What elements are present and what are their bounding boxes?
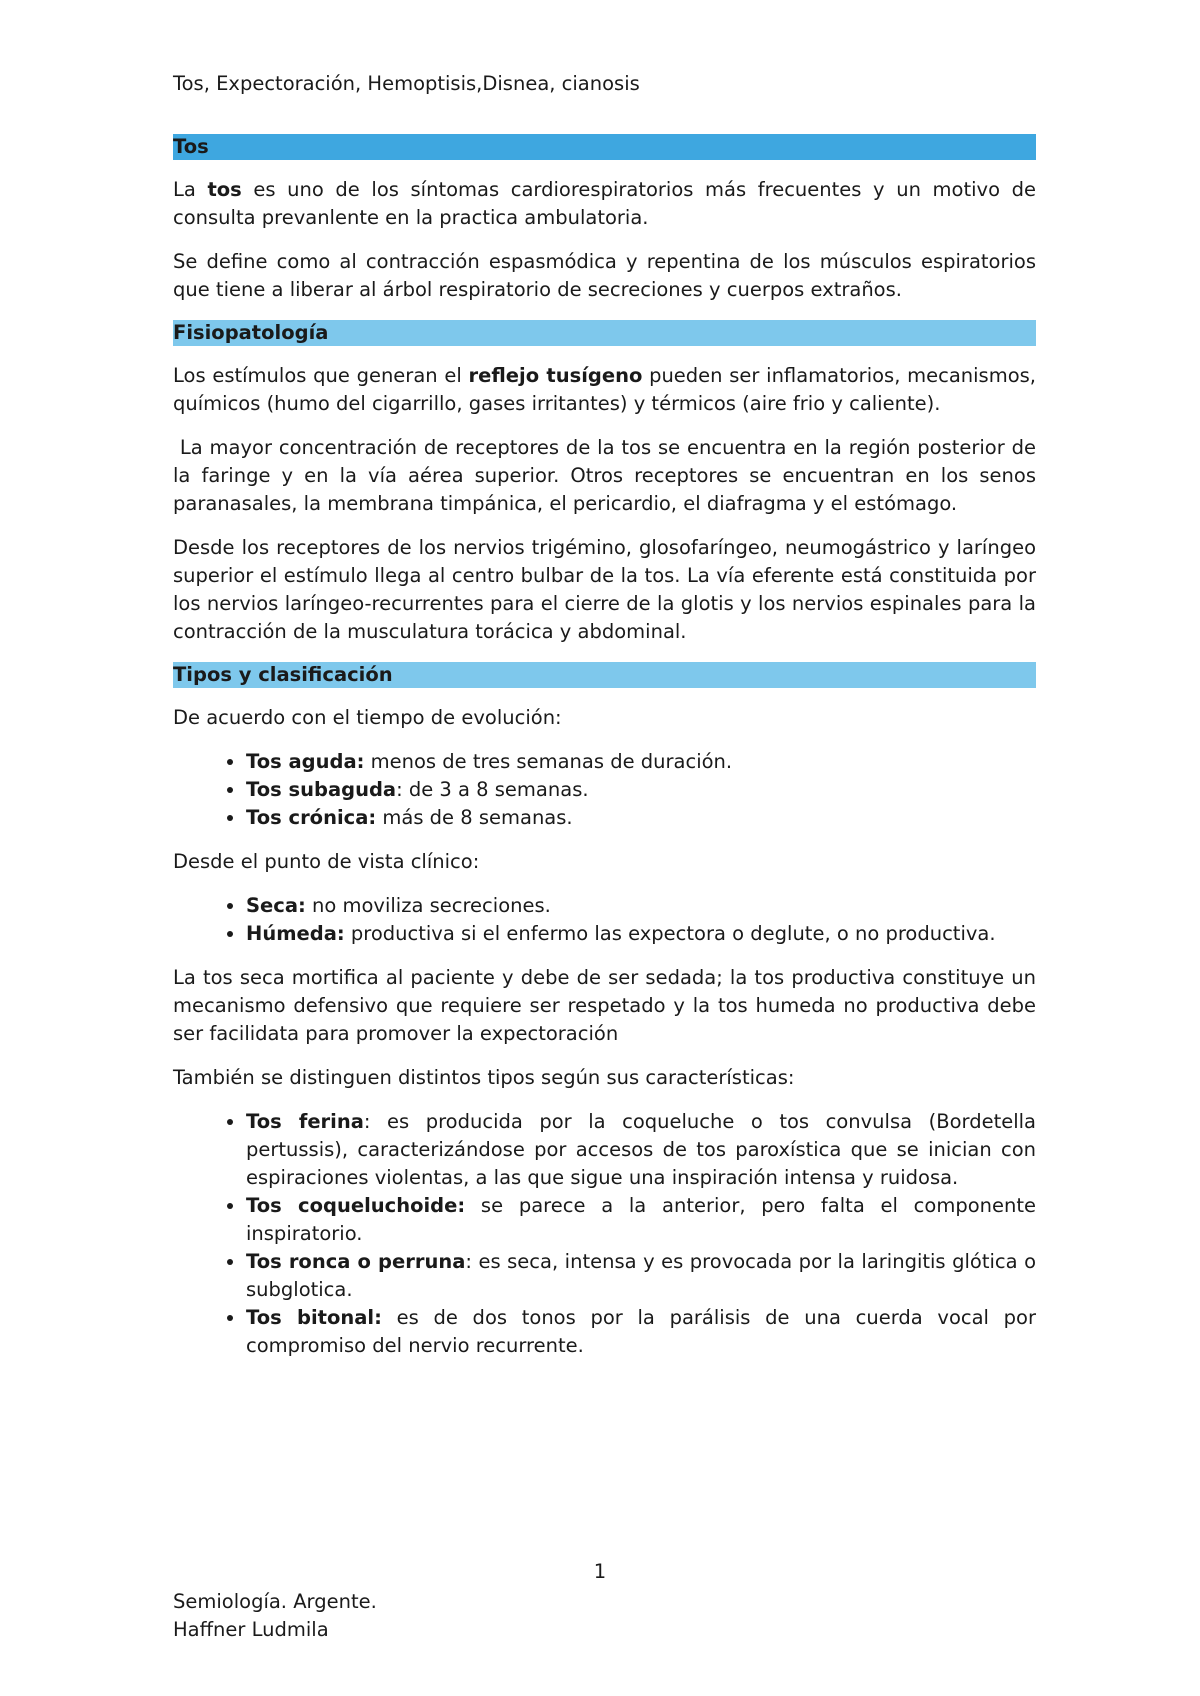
list-item: • Tos subaguda: de 3 a 8 semanas.: [246, 776, 1036, 804]
section-heading-fisiopatologia: Fisiopatología: [173, 320, 1036, 346]
document-body: [173, 70, 1043, 1376]
section-heading-tipos: Tipos y clasificación: [173, 662, 1036, 688]
list-item: • Tos crónica: más de 8 semanas.: [246, 804, 1036, 832]
list-item: • Tos bitonal: es de dos tonos por la parálisis de una cuerda vocal por compromiso del nervio recurrente.: [246, 1304, 1036, 1360]
paragraph: Desde el punto de vista clínico:: [173, 850, 480, 873]
page-footer: [173, 1560, 377, 1644]
list-item: • Tos coqueluchoide: se parece a la anterior, pero falta el componente inspiratorio.: [246, 1192, 1036, 1248]
paragraph: La tos seca mortifica al paciente y debe de ser sedada; la tos productiva constituye un mecanismo defensivo que requiere ser respetado y la tos humeda no productiva debe ser facilidata para promover la expectoración: [173, 966, 1036, 1045]
document-title: Tos, Expectoración, Hemoptisis,Disnea, cianosis: [173, 72, 640, 95]
paragraph: Desde los receptores de los nervios trigémino, glosofaríngeo, neumogástrico y laríngeo superior el estímulo llega al centro bulbar de la tos. La vía eferente está constituida por los nervios laríngeo-recurrentes para el cierre de la glotis y los nervios espinales para la contracción de la musculatura torácica y abdominal.: [173, 536, 1036, 643]
paragraph: También se distinguen distintos tipos según sus características:: [173, 1066, 795, 1089]
paragraph: La mayor concentración de receptores de la tos se encuentra en la región posterior de la faringe y en la vía aérea superior. Otros receptores se encuentran en los senos paranasales, la membrana timpánica, el pericardio, el diafragma y el estómago.: [173, 436, 1043, 515]
bullet-list: [173, 748, 1036, 832]
paragraph: La tos es uno de los síntomas cardiorespiratorios más frecuentes y un motivo de consulta prevanlente en la practica ambulatoria.: [173, 178, 1036, 229]
bullet-list: [173, 1108, 1036, 1360]
paragraph: De acuerdo con el tiempo de evolución:: [173, 706, 562, 729]
footer-author: Haffner Ludmila: [173, 1618, 329, 1641]
page-number: 1: [593, 1560, 607, 1583]
bullet-list: [173, 892, 1036, 948]
footer-source: Semiología. Argente.: [173, 1590, 377, 1613]
list-item: • Tos aguda: menos de tres semanas de duración.: [246, 748, 1036, 776]
section-heading-tos: Tos: [173, 134, 1036, 160]
list-item: • Tos ferina: es producida por la coqueluche o tos convulsa (Bordetella pertussis), caracterizándose por accesos de tos paroxística que se inician con espiraciones violentas, a las que sigue una inspiración intensa y ruidosa.: [246, 1108, 1036, 1192]
list-item: • Tos ronca o perruna: es seca, intensa y es provocada por la laringitis glótica o subglotica.: [246, 1248, 1036, 1304]
list-item: • Húmeda: productiva si el enfermo las expectora o deglute, o no productiva.: [246, 920, 1036, 948]
paragraph: Se define como al contracción espasmódica y repentina de los músculos espiratorios que tiene a liberar al árbol respiratorio de secreciones y cuerpos extraños.: [173, 250, 1036, 301]
list-item: • Seca: no moviliza secreciones.: [246, 892, 1036, 920]
paragraph: Los estímulos que generan el reflejo tusígeno pueden ser inflamatorios, mecanismos, químicos (humo del cigarrillo, gases irritantes) y térmicos (aire frio y caliente).: [173, 364, 1036, 415]
